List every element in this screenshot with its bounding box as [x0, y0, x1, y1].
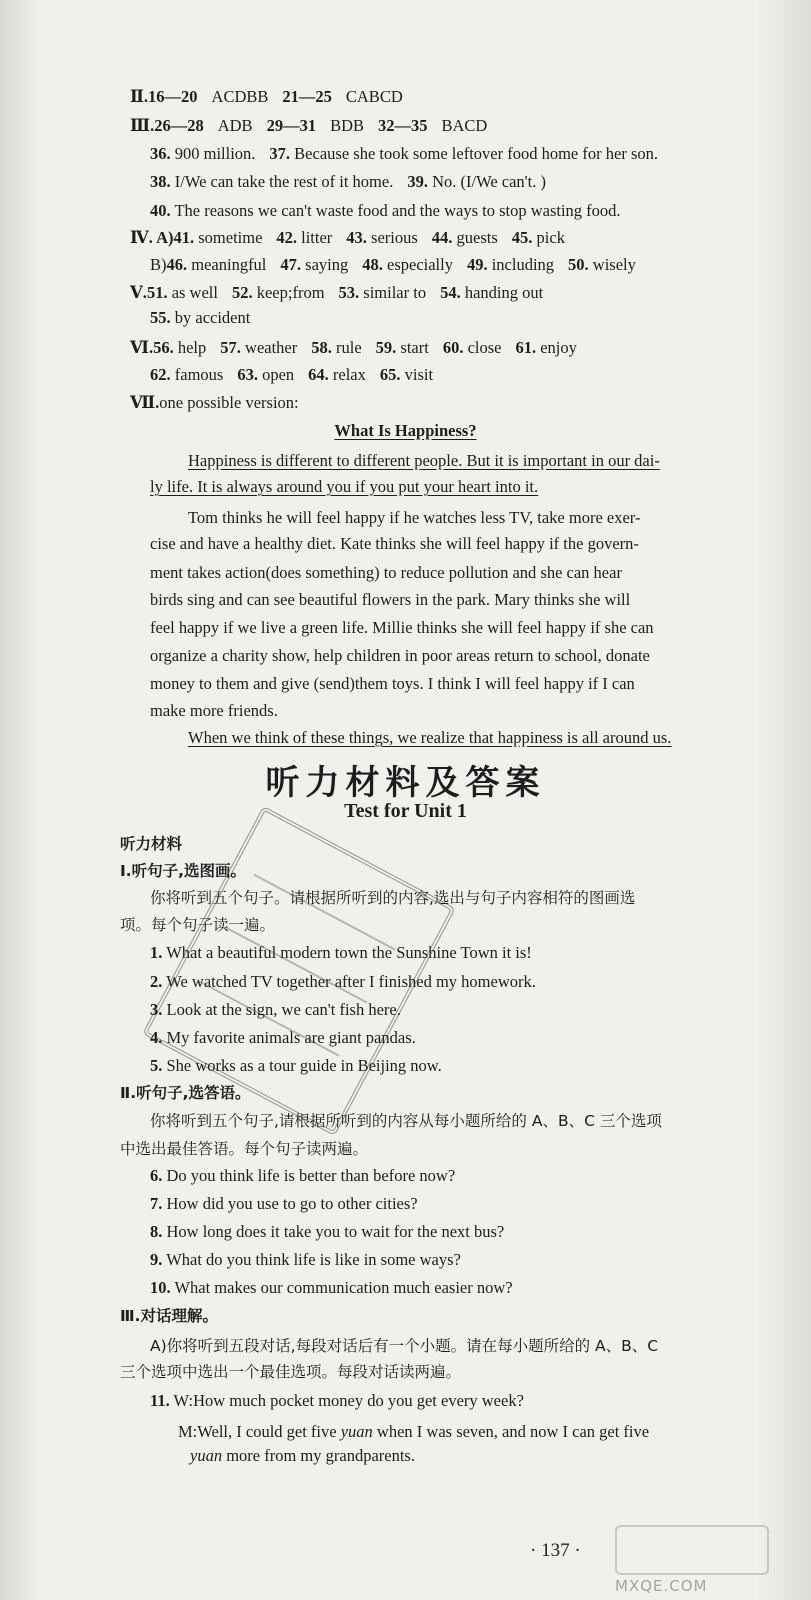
part3-instruction: A)你将听到五段对话,每段对话后有一个小题。请在每小题所给的 A、B、C [150, 1337, 659, 1355]
dialogue-line [178, 1421, 649, 1443]
answer-row-40 [150, 200, 621, 222]
answer-word: pick [536, 228, 565, 247]
question-number: 54. [440, 283, 461, 302]
question-number: 41. [173, 228, 195, 247]
site-watermark [615, 1525, 795, 1595]
answer-row-section-7 [130, 392, 299, 414]
question-number: 44. [431, 228, 453, 247]
question-number: 42. [276, 228, 298, 247]
item-number: 4. [150, 1028, 163, 1047]
answer-row-section-3 [130, 115, 487, 137]
answer-letters: ACDBB [211, 87, 269, 106]
answer-row-36-37 [150, 143, 658, 165]
answer-word: close [467, 338, 502, 357]
answer-word: similar to [363, 283, 427, 302]
question-number: 52. [231, 283, 253, 302]
item-text: How did you use to go to other cities? [166, 1194, 418, 1213]
answer-word: as well [171, 283, 218, 302]
question-number: 50. [568, 255, 589, 274]
listening-item [150, 1165, 455, 1187]
answer-word: relax [332, 365, 366, 384]
essay-line: cise and have a healthy diet. Kate thinks she will feel happy if the govern- [150, 534, 639, 553]
question-number: 61. [515, 338, 537, 357]
section-label: Ⅲ. [130, 116, 155, 135]
answer-word: handing out [464, 283, 544, 302]
question-number: 55. [150, 308, 171, 327]
dialogue-text: when I was seven, and now I can get five [372, 1422, 650, 1441]
dialogue-text: M:Well, I could get five [178, 1422, 341, 1441]
question-number: 57. [220, 338, 241, 357]
answer-row-section-6a [130, 337, 577, 359]
dialogue-italic: yuan [190, 1446, 223, 1465]
section-label: Ⅶ. [130, 393, 160, 412]
question-number: 39. [407, 172, 428, 191]
part1-instruction: 你将听到五个句子。请根据所听到的内容,选出与句子内容相符的图画选 [150, 889, 636, 907]
part1-instruction: 项。每个句子读一遍。 [120, 916, 276, 934]
section-label: Ⅱ. [130, 87, 149, 106]
question-number: 65. [379, 365, 401, 384]
answer-word: weather [245, 338, 298, 357]
essay-line: organize a charity show, help children in poor areas return to school, donate [150, 646, 650, 665]
answer-text: by accident [174, 308, 251, 327]
essay-line: Happiness is different to different people. But it is important in our dai- [188, 451, 660, 470]
item-text: How long does it take you to wait for the next bus? [166, 1222, 505, 1241]
answer-letters: CABCD [345, 87, 403, 106]
item-number: 7. [150, 1194, 163, 1213]
question-number: 47. [280, 255, 302, 274]
question-number: 58. [311, 338, 332, 357]
question-number: 45. [511, 228, 533, 247]
answer-text: 900 million. [174, 144, 256, 163]
item-text: Do you think life is better than before now? [166, 1166, 456, 1185]
essay-title [0, 421, 811, 441]
answer-word: sometime [198, 228, 263, 247]
test-subheading: Test for Unit 1 [344, 800, 467, 822]
answer-letters: ADB [217, 116, 253, 135]
answer-letters: BDB [330, 116, 364, 135]
question-number: 38. [150, 172, 171, 191]
answer-row-38-39 [150, 171, 546, 193]
question-number: 46. [166, 255, 188, 274]
essay-line: When we think of these things, we realize that happiness is all around us. [188, 728, 672, 747]
part2-title: Ⅱ.听句子,选答语。 [120, 1084, 251, 1102]
item-number: 2. [150, 972, 163, 991]
answer-letters: BACD [441, 116, 488, 135]
essay-title-text: What Is Happiness? [334, 421, 477, 440]
dialogue-line [150, 1390, 524, 1412]
section-label: B) [150, 255, 167, 274]
dialogue-text: W:How much pocket money do you get every week? [173, 1391, 524, 1410]
watermark-text: MXQE.COM [615, 1577, 708, 1595]
answer-word: help [177, 338, 207, 357]
answer-row-section-5 [130, 282, 543, 304]
listening-heading: 听力材料及答案 [265, 763, 546, 803]
dialogue-text: more from my grandparents. [222, 1446, 415, 1465]
question-number: 62. [150, 365, 171, 384]
range: 32—35 [378, 116, 428, 135]
item-number: 11. [150, 1391, 170, 1410]
watermark-logo [615, 1525, 769, 1575]
question-number: 36. [150, 144, 171, 163]
answer-word: visit [404, 365, 434, 384]
question-number: 51. [146, 283, 168, 302]
answer-word: start [400, 338, 429, 357]
item-text: My favorite animals are giant pandas. [166, 1028, 416, 1047]
range: 16—20 [148, 87, 198, 106]
answer-row-section-4a [130, 227, 565, 249]
question-number: 40. [150, 201, 171, 220]
question-number: 37. [269, 144, 291, 163]
essay-line: make more friends. [150, 701, 278, 720]
answer-word: open [262, 365, 295, 384]
stamp-line [254, 874, 396, 951]
essay-line: money to them and give (send)them toys. I think I will feel happy if I can [150, 674, 635, 693]
question-number: 56. [153, 338, 174, 357]
listening-item [150, 1193, 418, 1215]
part3-instruction: 三个选项中选出一个最佳选项。每段对话读两遍。 [120, 1363, 462, 1381]
dialogue-italic: yuan [340, 1422, 373, 1441]
answer-row-55 [150, 307, 250, 329]
stamp-line [197, 980, 339, 1057]
item-text: We watched TV together after I finished my homework. [166, 972, 536, 991]
part1-title: Ⅰ.听句子,选图画。 [120, 862, 247, 880]
question-number: 60. [442, 338, 464, 357]
dialogue-line [190, 1445, 415, 1467]
section-label: Ⅵ. [130, 338, 154, 357]
answer-row-section-4b [150, 254, 636, 276]
answer-row-section-2 [130, 86, 403, 108]
item-number: 9. [150, 1250, 163, 1269]
material-label: 听力材料 [120, 835, 183, 853]
answer-word: guests [456, 228, 498, 247]
item-number: 1. [150, 943, 163, 962]
answer-word: meaningful [191, 255, 267, 274]
item-number: 10. [150, 1278, 171, 1297]
question-number: 53. [338, 283, 360, 302]
item-text: What do you think life is like in some ways? [166, 1250, 461, 1269]
section-label: Ⅴ. [130, 283, 147, 302]
item-text: She works as a tour guide in Beijing now. [166, 1056, 442, 1075]
item-text: What makes our communication much easier now? [174, 1278, 513, 1297]
essay-line: feel happy if we live a green life. Millie thinks she will feel happy if she can [150, 618, 654, 637]
range: 26—28 [154, 116, 204, 135]
essay-line: ly life. It is always around you if you put your heart into it. [150, 477, 539, 496]
essay-line: Tom thinks he will feel happy if he watches less TV, take more exer- [188, 508, 641, 527]
stamp-line [225, 927, 367, 1004]
answer-word: wisely [592, 255, 636, 274]
item-number: 5. [150, 1056, 163, 1075]
range: 21—25 [282, 87, 332, 106]
item-text: Look at the sign, we can't fish here. [166, 1000, 401, 1019]
question-number: 59. [375, 338, 397, 357]
section-label: Ⅳ. A) [130, 228, 174, 247]
answer-word: enjoy [540, 338, 577, 357]
part2-instruction: 中选出最佳答语。每个句子读两遍。 [120, 1140, 369, 1158]
answer-word: litter [301, 228, 333, 247]
item-number: 8. [150, 1222, 163, 1241]
item-number: 6. [150, 1166, 163, 1185]
answer-word: rule [336, 338, 362, 357]
listening-item [150, 1221, 504, 1243]
answer-word: saying [305, 255, 349, 274]
page-number: · 137 · [530, 1540, 581, 1561]
essay-line: ment takes action(does something) to reduce pollution and she can hear [150, 563, 622, 582]
answer-text: Because she took some leftover food home for her son. [294, 144, 658, 163]
question-number: 43. [346, 228, 367, 247]
section-text: one possible version: [159, 393, 299, 412]
item-text: What a beautiful modern town the Sunshine Town it is! [166, 943, 532, 962]
answer-word: keep;from [256, 283, 325, 302]
question-number: 64. [308, 365, 329, 384]
part2-instruction: 你将听到五个句子,请根据所听到的内容从每小题所给的 A、B、C 三个选项 [150, 1112, 662, 1130]
question-number: 63. [237, 365, 258, 384]
answer-word: serious [371, 228, 418, 247]
listening-item [150, 1277, 513, 1299]
answer-text: I/We can take the rest of it home. [174, 172, 394, 191]
part3-title: Ⅲ.对话理解。 [120, 1307, 219, 1325]
answer-text: The reasons we can't waste food and the ways to stop wasting food. [174, 201, 621, 220]
essay-line: birds sing and can see beautiful flowers in the park. Mary thinks she will [150, 590, 631, 609]
answer-word: especially [387, 255, 453, 274]
range: 29—31 [266, 116, 317, 135]
question-number: 48. [362, 255, 383, 274]
item-number: 3. [150, 1000, 163, 1019]
answer-row-section-6b [150, 364, 433, 386]
listening-item [150, 1249, 461, 1271]
answer-word: famous [174, 365, 224, 384]
answer-word: including [491, 255, 555, 274]
question-number: 49. [466, 255, 488, 274]
answer-text: No. (I/We can't. ) [432, 172, 546, 191]
